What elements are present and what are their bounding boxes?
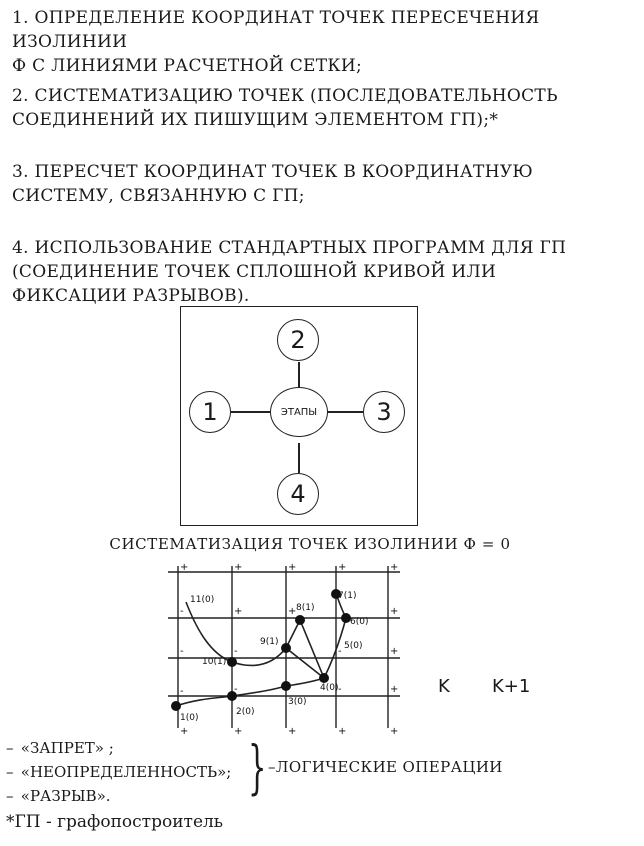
svg-text:-: - [338,646,342,657]
stage-2-node: 2 [277,319,319,361]
stage-3-node: 3 [363,391,405,433]
svg-text:-: - [180,646,184,657]
svg-text:-: - [234,684,238,695]
point-9 [281,643,291,653]
svg-text:+: + [234,562,243,573]
step-4-text: 4. ИСПОЛЬЗОВАНИЕ СТАНДАРТНЫХ ПРОГРАММ ДЛЯ ГП (СОЕДИНЕНИЕ ТОЧЕК СПЛОШНОЙ КРИВОЙ ИЛИ ФИКСАЦИИ РАЗРЫВОВ). [12,238,567,306]
legend-item-ban: – «ЗАПРЕТ» ; [6,739,114,757]
svg-text:+: + [234,606,243,617]
arrow-4-to-center [298,443,300,473]
svg-text:+: + [390,646,399,657]
label-point-9: 9(1) [260,637,279,647]
systematization-title: СИСТЕМАТИЗАЦИЯ ТОЧЕК ИЗОЛИНИИ Ф = 0 [109,535,511,553]
label-point-11: 11(0) [190,595,215,605]
brace-icon: } [248,733,267,801]
arrow-3-to-center [327,411,363,413]
svg-text:+: + [288,726,297,737]
point-4 [319,673,329,683]
svg-text:+: + [288,606,297,617]
svg-text:-: - [338,684,342,695]
svg-text:+: + [338,726,347,737]
label-point-2: 2(0) [236,707,255,717]
k-label: K [438,676,450,697]
k-plus-1-label: K+1 [492,676,531,697]
label-point-7: 7(1) [338,591,357,601]
svg-text:-: - [234,646,238,657]
svg-text:+: + [180,562,189,573]
svg-text:-: - [180,686,184,697]
svg-text:-: - [180,606,184,617]
label-point-3: 3(0) [288,697,307,707]
svg-text:+: + [390,606,399,617]
step-2-text: 2. СИСТЕМАТИЗАЦИЮ ТОЧЕК (ПОСЛЕДОВАТЕЛЬНОСТЬ СОЕДИНЕНИЙ ИХ ПИШУЩИМ ЭЛЕМЕНТОМ ГП);* [12,86,558,130]
stages-center-node: ЭТАПЫ [270,387,328,437]
step-3-text: 3. ПЕРЕСЧЕТ КООРДИНАТ ТОЧЕК В КООРДИНАТНУЮ СИСТЕМУ, СВЯЗАННУЮ С ГП; [12,162,533,206]
point-10 [227,657,237,667]
svg-text:+: + [390,726,399,737]
svg-text:+: + [288,562,297,573]
label-point-6: 6(0) [350,617,369,627]
stage-1-node: 1 [189,391,231,433]
stages-diagram [180,306,418,526]
legend-item-uncertainty: – «НЕОПРЕДЕЛЕННОСТЬ»; [6,763,232,781]
logic-ops-label: –ЛОГИЧЕСКИЕ ОПЕРАЦИИ [268,758,503,776]
svg-text:+: + [234,726,243,737]
legend-item-break: – «РАЗРЫВ». [6,787,111,805]
svg-text:+: + [390,562,399,573]
stage-4-node: 4 [277,473,319,515]
point-8 [295,615,305,625]
svg-text:+: + [338,562,347,573]
point-1 [171,701,181,711]
label-point-10: 10(1) [202,657,227,667]
label-point-1: 1(0) [180,713,199,723]
svg-text:+: + [390,684,399,695]
step-1-text: 1. ОПРЕДЕЛЕНИЕ КООРДИНАТ ТОЧЕК ПЕРЕСЕЧЕНИЯ ИЗОЛИНИИ Ф С ЛИНИЯМИ РАСЧЕТНОЙ СЕТКИ; [12,8,540,76]
point-3 [281,681,291,691]
isoline-grid [160,558,410,738]
label-point-4: 4(0) [320,683,339,693]
legend [6,736,231,808]
arrow-1-to-center [231,411,271,413]
footnote: *ГП - графопостроитель [6,812,224,832]
svg-text:+: + [180,726,189,737]
label-point-8: 8(1) [296,603,315,613]
label-point-5: 5(0) [344,641,363,651]
